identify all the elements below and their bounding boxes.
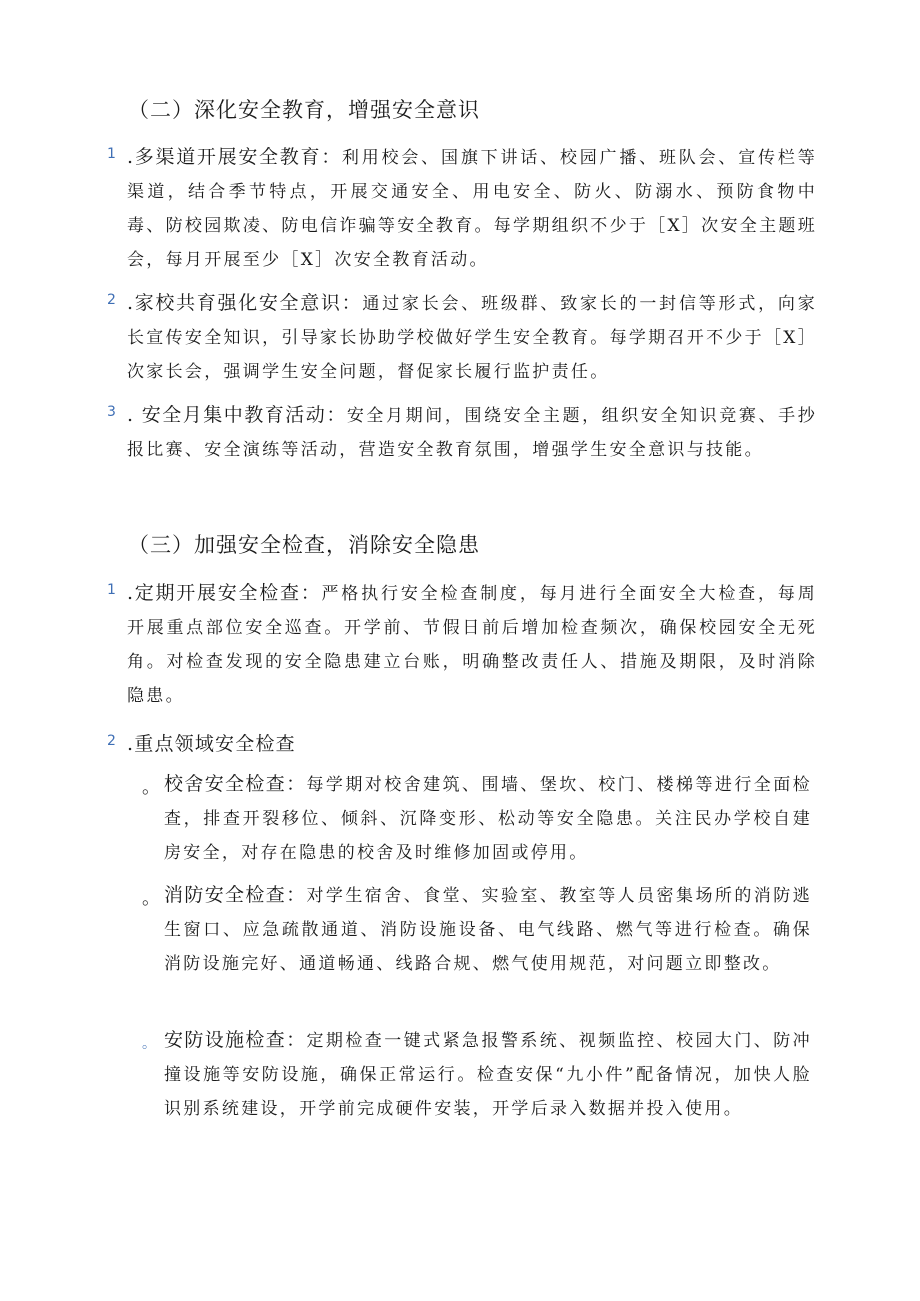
bullet-symbol: 。: [142, 777, 160, 798]
bullet-item-body: [164, 1023, 812, 1126]
bullet-item-lead: 校舍安全检查：: [164, 773, 307, 795]
bullet-item-body: [164, 878, 812, 981]
bullet-item-lead: 安防设施检查：: [164, 1029, 307, 1051]
bullet-item-lead: 消防安全检查：: [164, 884, 307, 906]
list-item-lead: .家校共育强化安全意识：: [127, 292, 363, 314]
bullet-symbol: 。: [142, 888, 160, 909]
list-item-lead: .定期开展安全检查：: [127, 582, 322, 604]
list-item-body: [127, 727, 817, 762]
section-3-heading: （三）加强安全检查，消除安全隐患: [128, 533, 480, 557]
list-item-body: [127, 286, 817, 389]
list-number: 2: [107, 292, 116, 308]
list-item-body: [127, 576, 817, 713]
list-item-text: 利用校会、国旗下讲话、校园广播、班队会、宣传栏等渠道，结合季节特点，开展交通安全、用电安全、防火、防溺水、预防食物中毒、防校园欺凌、防电信诈骗等安全教育。每学期组织不少于［X］次安全主题班会，每月开展至少［X］次安全教育活动。: [127, 148, 817, 270]
list-item-body: [127, 140, 817, 277]
list-number: 2: [107, 733, 116, 749]
bullet-item-body: [164, 767, 812, 870]
list-item-text: 严格执行安全检查制度，每月进行全面安全大检查，每周开展重点部位安全巡查。开学前、节假日前后增加检查频次，确保校园安全无死角。对检查发现的安全隐患建立台账，明确整改责任人、措施及期限，及时消除隐患。: [127, 584, 817, 706]
list-item-body: [127, 398, 817, 467]
bullet-item-text: 定期检查一键式紧急报警系统、视频监控、校园大门、防冲撞设施等安防设施，确保正常运行。检查安保“九小件”配备情况，加快人脸识别系统建设，开学前完成硬件安装，开学后录入数据并投入使用。: [164, 1031, 812, 1119]
list-item-text: 通过家长会、班级群、致家长的一封信等形式，向家长宣传安全知识，引导家长协助学校做好学生安全教育。每学期召开不少于［X］次家长会，强调学生安全问题，督促家长履行监护责任。: [127, 294, 817, 382]
list-number: 1: [107, 582, 116, 598]
list-number: 1: [107, 146, 116, 162]
list-item-lead: .重点领域安全检查: [127, 733, 296, 755]
list-item-lead: . 安全月集中教育活动：: [127, 404, 347, 426]
section-2-heading: （二）深化安全教育，增强安全意识: [128, 98, 480, 122]
bullet-item-text: 每学期对校舍建筑、围墙、堡坎、校门、楼梯等进行全面检查，排查开裂移位、倾斜、沉降变形、松动等安全隐患。关注民办学校自建房安全，对存在隐患的校舍及时维修加固或停用。: [164, 775, 812, 863]
bullet-symbol: 。: [142, 1036, 156, 1052]
list-number: 3: [107, 404, 116, 420]
list-item-text: 安全月期间，围绕安全主题，组织安全知识竞赛、手抄报比赛、安全演练等活动，营造安全教育氛围，增强学生安全意识与技能。: [127, 406, 818, 460]
list-item-lead: .多渠道开展安全教育：: [127, 146, 342, 168]
bullet-item-text: 对学生宿舍、食堂、实验室、教室等人员密集场所的消防逃生窗口、应急疏散通道、消防设施设备、电气线路、燃气等进行检查。确保消防设施完好、通道畅通、线路合规、燃气使用规范，对问题立即整改。: [164, 886, 812, 974]
